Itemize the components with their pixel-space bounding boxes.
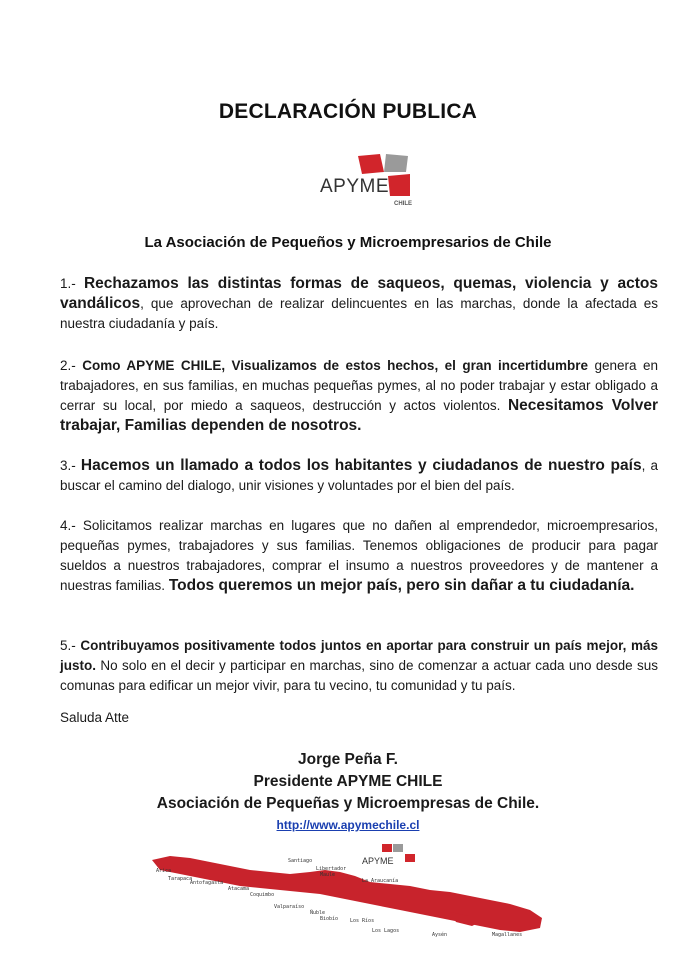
region-label: Los Ríos xyxy=(350,918,375,924)
region-label: Maule xyxy=(320,872,336,878)
logo-brand: APYME xyxy=(320,176,390,197)
region-label: La Araucanía xyxy=(362,878,399,884)
region-label: Tarapaca xyxy=(168,876,193,882)
signature-role: Presidente APYME CHILE xyxy=(253,773,443,790)
signature-name: Jorge Peña F. xyxy=(298,751,398,768)
p3-number: 3.- xyxy=(60,458,76,473)
paragraph-2 xyxy=(60,356,658,436)
region-label: Los Lagos xyxy=(372,928,400,934)
p2-number: 2.- xyxy=(60,358,76,373)
region-label: Antofagasta xyxy=(190,880,224,886)
chile-map-shape xyxy=(152,856,542,932)
p2-lead: Como APYME CHILE, Visualizamos de estos hechos, el gran incertidumbre xyxy=(82,358,589,373)
paragraph-5 xyxy=(60,636,658,696)
region-label: Libertador xyxy=(316,866,347,872)
region-label: Biobío xyxy=(320,916,339,922)
p5-rest: No solo en el decir y participar en marchas, sino de comenzar a actuar cada uno desde sus comunas para edificar un mejor vivir, para tu vecino, tu comunidad y tu país. xyxy=(60,658,658,693)
p5-number: 5.- xyxy=(60,638,76,653)
region-label: Valparaíso xyxy=(274,904,305,910)
region-label: Atacama xyxy=(228,886,250,892)
apyme-logo xyxy=(312,150,422,216)
region-label: Coquimbo xyxy=(250,892,275,898)
document-subtitle: La Asociación de Pequeños y Microempresarios de Chile xyxy=(144,234,552,251)
signature-org: Asociación de Pequeñas y Microempresas de Chile. xyxy=(156,795,540,812)
p1-rest: , que aprovechan de realizar delincuentes en las marchas, donde la afectada es nuestra ciudadanía y país. xyxy=(60,296,658,331)
website-link[interactable]: http://www.apymechile.cl xyxy=(276,818,420,832)
p2-rest: genera en trabajadores, en sus familias, en muchas pequeñas pymes, al no poder trabajar y estar obligado a cerrar su local, por miedo a saqueos, destrucción y actos violentos. xyxy=(60,358,658,413)
p3-rest: , a buscar el camino del dialogo, unir visiones y voluntades por el bien del país. xyxy=(60,458,658,493)
paragraph-1 xyxy=(60,274,658,334)
chile-map-banner xyxy=(150,842,550,942)
map-logo xyxy=(362,844,415,866)
p1-number: 1.- xyxy=(60,276,76,291)
paragraph-3 xyxy=(60,456,658,496)
map-brand: APYME xyxy=(362,856,394,866)
p1-lead: Rechazamos las distintas formas de saqueos, quemas, violencia y actos vandálicos xyxy=(60,275,658,312)
region-label: Aysén xyxy=(432,932,448,938)
region-label: Magallanes xyxy=(492,932,523,938)
p5-lead: Contribuyamos positivamente todos juntos en aportar para construir un país mejor, más justo. xyxy=(60,638,658,673)
logo-sub: CHILE xyxy=(394,201,412,207)
p4-text: 4.- Solicitamos realizar marchas en lugares que no dañen al emprendedor, microempresarios, pequeñas pymes, trabajadores y sus familias. Tenemos obligaciones de producir para pagar sueldos a nuestros trabajadores, comprar el insumo a nuestros proveedores y de mantener a nuestras familias. xyxy=(60,518,658,593)
region-label: Ñuble xyxy=(310,910,326,916)
region-label: Arica xyxy=(156,868,172,874)
region-label: Santiago xyxy=(288,858,313,864)
document-title: DECLARACIÓN PUBLICA xyxy=(218,100,478,123)
p4-emphasis: Todos queremos un mejor país, pero sin dañar a tu ciudadanía. xyxy=(168,577,635,594)
p2-emphasis: Necesitamos Volver trabajar, Familias dependen de nosotros. xyxy=(60,397,658,434)
p3-lead: Hacemos un llamado a todos los habitantes y ciudadanos de nuestro país xyxy=(80,457,642,474)
paragraph-4 xyxy=(60,516,658,596)
greeting: Saluda Atte xyxy=(60,710,130,725)
